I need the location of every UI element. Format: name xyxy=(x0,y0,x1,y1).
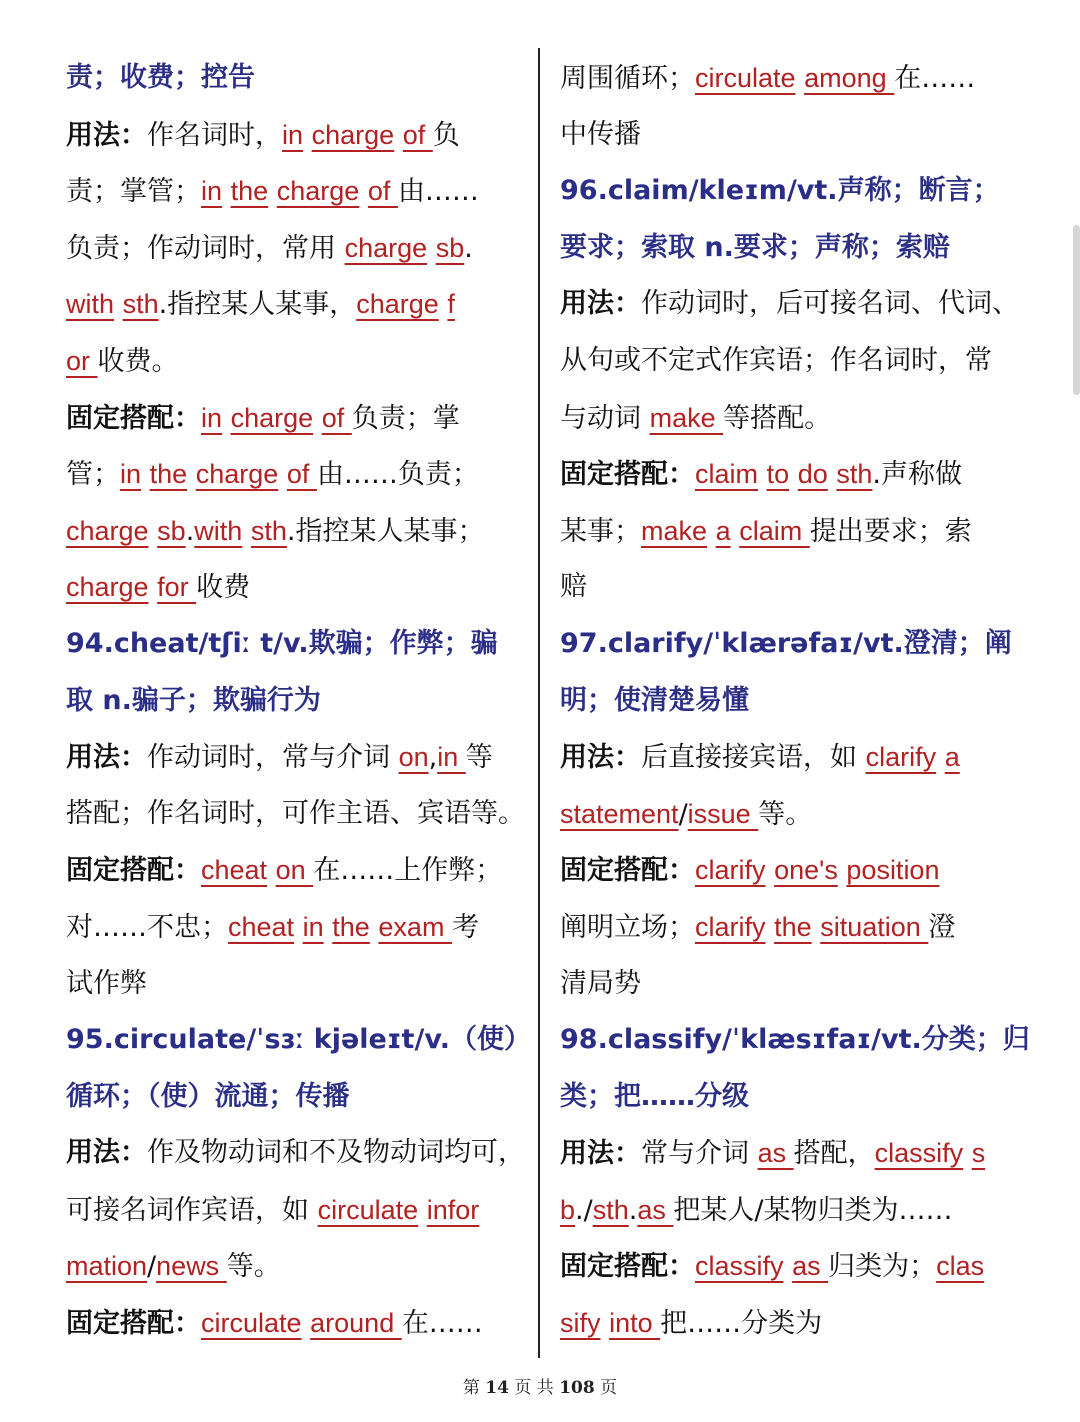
text-segment xyxy=(303,120,312,151)
text-segment: 可接名词作宾语，如 xyxy=(66,1194,318,1226)
text-segment: 从句或不定式作宾语；作名词时，常 xyxy=(560,344,992,376)
text-segment: 赔 xyxy=(560,571,587,603)
footer-mid: 页 共 xyxy=(514,1378,554,1398)
text-segment xyxy=(766,912,775,943)
text-segment xyxy=(267,855,276,886)
english-phrase: sth xyxy=(122,289,159,320)
footer-total-pages: 108 xyxy=(559,1378,595,1398)
text-segment: 负 xyxy=(432,119,460,151)
english-phrase: charge xyxy=(66,515,149,546)
left-column xyxy=(66,50,531,1352)
english-phrase: the xyxy=(230,176,269,207)
right-text-line xyxy=(560,1069,1020,1126)
column-divider xyxy=(538,48,540,1358)
right-text-line xyxy=(560,673,1020,730)
text-segment: 在…… xyxy=(401,1308,483,1340)
text-segment: 收费。 xyxy=(97,345,179,377)
english-phrase: situation xyxy=(820,911,929,942)
right-text-line xyxy=(560,276,1020,333)
left-text-line xyxy=(66,616,524,673)
text-segment: 归类为； xyxy=(828,1251,937,1283)
text-segment: 等搭配。 xyxy=(723,402,832,434)
right-text-line xyxy=(560,107,1020,164)
entry-heading: 要求；索取 n.要求；声称；索赔 xyxy=(560,231,950,263)
english-phrase: cheat xyxy=(201,855,268,886)
english-phrase: position xyxy=(846,855,940,886)
english-phrase: infor xyxy=(426,1194,480,1225)
text-segment xyxy=(222,403,231,434)
left-text-line xyxy=(66,1295,524,1352)
left-text-line xyxy=(66,1182,524,1239)
english-phrase: cheat xyxy=(228,911,295,942)
english-phrase: issue xyxy=(687,798,759,829)
text-segment xyxy=(427,233,436,264)
text-segment xyxy=(394,120,403,151)
english-phrase: charge xyxy=(66,572,149,603)
text-segment: / xyxy=(147,1251,157,1283)
scrollbar-thumb[interactable] xyxy=(1073,225,1080,395)
text-segment xyxy=(324,912,333,943)
text-segment: 由……负责； xyxy=(316,459,479,491)
english-phrase: around xyxy=(310,1308,402,1339)
english-phrase: mation xyxy=(66,1251,148,1282)
english-phrase: sth xyxy=(250,515,287,546)
text-segment xyxy=(302,1308,311,1339)
text-segment: 搭配；作名词时，可作主语、宾语等。 xyxy=(66,797,525,829)
text-segment: 搭配， xyxy=(793,1138,875,1170)
section-label: 用法： xyxy=(66,742,147,774)
english-phrase: in xyxy=(282,119,304,150)
text-segment xyxy=(149,572,158,603)
right-text-line xyxy=(560,446,1020,503)
english-phrase: charge xyxy=(311,119,395,150)
text-segment xyxy=(601,1308,610,1339)
english-phrase: b xyxy=(560,1194,576,1225)
english-phrase: sb xyxy=(157,515,186,546)
english-phrase: circulate xyxy=(317,1194,419,1225)
entry-heading: 96.claim/kleɪm/vt.声称；断言； xyxy=(560,175,1000,207)
english-phrase: of xyxy=(286,459,317,490)
left-text-line xyxy=(66,107,524,164)
english-phrase: a xyxy=(944,742,960,773)
english-phrase: with xyxy=(194,515,243,546)
text-segment: 考 xyxy=(451,911,479,943)
english-phrase: the xyxy=(774,911,812,942)
text-segment: .指控某人某事， xyxy=(158,289,357,321)
english-phrase: make xyxy=(641,515,708,546)
english-phrase: classify xyxy=(874,1138,964,1169)
english-phrase: with xyxy=(66,289,115,320)
text-segment xyxy=(963,1138,972,1169)
left-text-line xyxy=(66,956,524,1013)
text-segment xyxy=(784,1251,793,1282)
left-text-line xyxy=(66,1012,531,1069)
left-text-line xyxy=(66,163,524,220)
text-segment xyxy=(707,516,716,547)
english-phrase: the xyxy=(332,911,370,942)
left-text-line xyxy=(66,276,524,333)
text-segment xyxy=(766,855,775,886)
footer-prefix: 第 xyxy=(462,1378,480,1398)
text-segment xyxy=(758,459,767,490)
right-text-line xyxy=(560,220,1020,277)
english-phrase: statement xyxy=(560,798,679,829)
text-segment: 等 xyxy=(465,742,493,774)
text-segment: 由…… xyxy=(397,176,479,208)
text-segment: , xyxy=(428,742,438,774)
english-phrase: as xyxy=(792,1251,829,1282)
text-segment xyxy=(936,742,945,773)
text-segment xyxy=(418,1195,427,1226)
entry-heading: 97.clarify/ˈklærəfaɪ/vt.澄清；阐 xyxy=(560,627,1012,659)
english-phrase: charge xyxy=(344,232,428,263)
text-segment xyxy=(149,516,158,547)
text-segment: 责；掌管； xyxy=(66,176,201,208)
left-text-line xyxy=(66,729,524,786)
right-text-line xyxy=(560,1012,1030,1069)
left-text-line xyxy=(66,786,524,843)
left-text-line xyxy=(66,446,524,503)
right-text-line xyxy=(560,390,1020,447)
text-segment: 管； xyxy=(66,459,120,491)
english-phrase: classify xyxy=(695,1251,784,1282)
text-segment xyxy=(187,459,196,490)
english-phrase: in xyxy=(120,459,142,490)
english-phrase: clas xyxy=(936,1251,985,1282)
entry-heading: 类；把……分级 xyxy=(560,1080,749,1112)
english-phrase: charge xyxy=(195,459,279,490)
english-phrase: claim xyxy=(739,515,810,546)
right-column xyxy=(560,50,1030,1352)
text-segment: . xyxy=(464,232,473,264)
english-phrase: in xyxy=(201,176,223,207)
english-phrase: clarify xyxy=(695,911,766,942)
text-segment: 某事； xyxy=(560,515,641,547)
english-phrase: clarify xyxy=(695,855,766,886)
text-segment: 后直接接宾语，如 xyxy=(641,742,866,774)
english-phrase: as xyxy=(757,1138,794,1169)
english-phrase: sify xyxy=(560,1308,601,1339)
text-segment: 把某人/某物归类为…… xyxy=(673,1194,953,1226)
text-segment: 阐明立场； xyxy=(560,911,695,943)
left-text-line xyxy=(66,390,524,447)
english-phrase: f xyxy=(447,289,455,320)
left-text-line xyxy=(66,1069,524,1126)
right-text-line xyxy=(560,616,1020,673)
text-segment xyxy=(268,176,277,207)
section-label: 用法： xyxy=(560,288,641,320)
text-segment: 常与介词 xyxy=(641,1138,758,1170)
english-phrase: sb xyxy=(435,232,465,263)
left-text-line xyxy=(66,503,524,560)
section-label: 用法： xyxy=(560,742,641,774)
section-label: 固定搭配： xyxy=(66,855,201,887)
english-phrase: of xyxy=(321,402,352,433)
text-segment: .指控某人某事； xyxy=(286,515,485,547)
english-phrase: among xyxy=(804,63,895,93)
left-text-line xyxy=(66,220,524,277)
english-phrase: into xyxy=(609,1308,661,1339)
english-phrase: a xyxy=(715,515,731,546)
right-text-line xyxy=(560,1125,1020,1182)
entry-heading: 循环；（使）流通；传播 xyxy=(66,1080,350,1112)
left-text-line xyxy=(66,1238,524,1295)
right-text-line xyxy=(560,1295,1020,1352)
right-text-line xyxy=(560,50,1020,107)
right-text-line xyxy=(560,786,1020,843)
text-segment xyxy=(796,63,805,94)
text-segment: .声称做 xyxy=(872,459,962,491)
entry-heading: 责；收费；控告 xyxy=(66,62,255,93)
text-segment: . xyxy=(628,1194,638,1226)
entry-heading: 明；使清楚易懂 xyxy=(560,684,749,716)
english-phrase: of xyxy=(367,176,398,207)
text-segment xyxy=(242,516,251,547)
english-phrase: s xyxy=(971,1138,986,1169)
text-segment: 把……分类为 xyxy=(660,1308,823,1340)
english-phrase: on xyxy=(398,742,429,773)
text-segment: 作名词时， xyxy=(147,119,282,151)
text-segment: 对……不忠； xyxy=(66,911,228,943)
right-text-line xyxy=(560,333,1020,390)
text-segment: 在……上作弊； xyxy=(313,855,503,887)
right-text-line xyxy=(560,1182,1020,1239)
section-label: 用法： xyxy=(66,1137,147,1169)
text-segment: 试作弊 xyxy=(66,967,147,999)
text-segment xyxy=(812,912,821,943)
english-phrase: do xyxy=(797,459,828,490)
text-segment: 等。 xyxy=(758,798,813,830)
text-segment xyxy=(731,516,740,547)
english-phrase: or xyxy=(66,345,98,376)
english-phrase: circulate xyxy=(695,63,796,93)
english-phrase: sth xyxy=(836,459,873,490)
section-label: 固定搭配： xyxy=(560,459,695,491)
text-segment: 澄 xyxy=(928,911,956,943)
text-segment xyxy=(294,912,303,943)
english-phrase: charge xyxy=(356,289,439,320)
entry-heading: 95.circulate/ˈsɜː kjəleɪt/v.（使） xyxy=(66,1024,531,1056)
english-phrase: clarify xyxy=(865,742,937,773)
left-text-line xyxy=(66,673,524,730)
english-phrase: for xyxy=(157,572,197,603)
text-segment: 在…… xyxy=(894,63,976,94)
text-segment xyxy=(222,176,231,207)
english-phrase: to xyxy=(766,459,790,490)
text-segment xyxy=(789,459,798,490)
text-segment: 作动词时，常与介词 xyxy=(147,742,399,774)
right-text-line xyxy=(560,899,1020,956)
english-phrase: in xyxy=(437,742,466,773)
right-text-line xyxy=(560,729,1020,786)
section-label: 用法： xyxy=(66,119,147,151)
text-segment xyxy=(141,459,150,490)
english-phrase: in xyxy=(302,911,324,942)
text-segment: 负责；作动词时，常用 xyxy=(66,232,345,264)
text-segment: . xyxy=(185,515,195,547)
text-segment xyxy=(114,289,123,320)
text-segment: 清局势 xyxy=(560,967,641,999)
section-label: 固定搭配： xyxy=(560,1251,695,1283)
english-phrase: charge xyxy=(230,402,314,433)
text-segment: 等。 xyxy=(226,1251,281,1283)
right-text-line xyxy=(560,956,1020,1013)
right-text-line xyxy=(560,842,1020,899)
text-segment: 负责；掌 xyxy=(351,402,460,434)
left-text-line xyxy=(66,559,524,616)
text-segment xyxy=(359,176,368,207)
english-phrase: sth xyxy=(592,1194,629,1225)
section-label: 固定搭配： xyxy=(66,402,201,434)
left-text-line xyxy=(66,899,524,956)
english-phrase: circulate xyxy=(201,1308,302,1339)
text-segment: 中传播 xyxy=(560,118,641,150)
left-text-line xyxy=(66,50,524,107)
text-segment: 作动词时，后可接名词、代词、 xyxy=(641,288,1019,320)
right-text-line xyxy=(560,163,1020,220)
left-text-line xyxy=(66,842,524,899)
page-footer xyxy=(0,1373,1080,1398)
entry-heading: 94.cheat/tʃiː t/v.欺骗；作弊；骗 xyxy=(66,627,498,659)
section-label: 用法： xyxy=(560,1138,641,1170)
english-phrase: exam xyxy=(378,911,452,942)
text-segment: 周围循环； xyxy=(560,63,695,94)
right-text-line xyxy=(560,559,1020,616)
english-phrase: one's xyxy=(774,855,838,886)
text-segment: 提出要求；索 xyxy=(809,515,972,547)
section-label: 固定搭配： xyxy=(66,1308,201,1340)
left-text-line xyxy=(66,333,524,390)
english-phrase: as xyxy=(637,1194,674,1225)
english-phrase: charge xyxy=(276,176,360,207)
english-phrase: make xyxy=(649,402,724,433)
right-text-line xyxy=(560,1238,1020,1295)
entry-heading: 取 n.骗子；欺骗行为 xyxy=(66,684,321,716)
english-phrase: the xyxy=(149,459,188,490)
text-segment xyxy=(278,459,287,490)
text-segment: 作及物动词和不及物动词均可， xyxy=(147,1137,525,1169)
footer-page-number: 14 xyxy=(485,1378,509,1398)
footer-suffix: 页 xyxy=(600,1378,618,1398)
left-text-line xyxy=(66,1125,524,1182)
text-segment: / xyxy=(678,798,688,830)
english-phrase: news xyxy=(156,1251,227,1282)
text-segment: ./ xyxy=(575,1194,593,1226)
right-text-line xyxy=(560,503,1020,560)
text-segment xyxy=(313,403,322,434)
english-phrase: of xyxy=(402,119,433,150)
english-phrase: on xyxy=(275,855,314,886)
english-phrase: claim xyxy=(695,459,759,490)
entry-heading: 98.classify/ˈklæsɪfaɪ/vt.分类；归 xyxy=(560,1024,1030,1056)
english-phrase: in xyxy=(201,402,223,433)
text-segment: 收费 xyxy=(196,572,251,604)
text-segment: 与动词 xyxy=(560,402,650,434)
section-label: 固定搭配： xyxy=(560,855,695,887)
